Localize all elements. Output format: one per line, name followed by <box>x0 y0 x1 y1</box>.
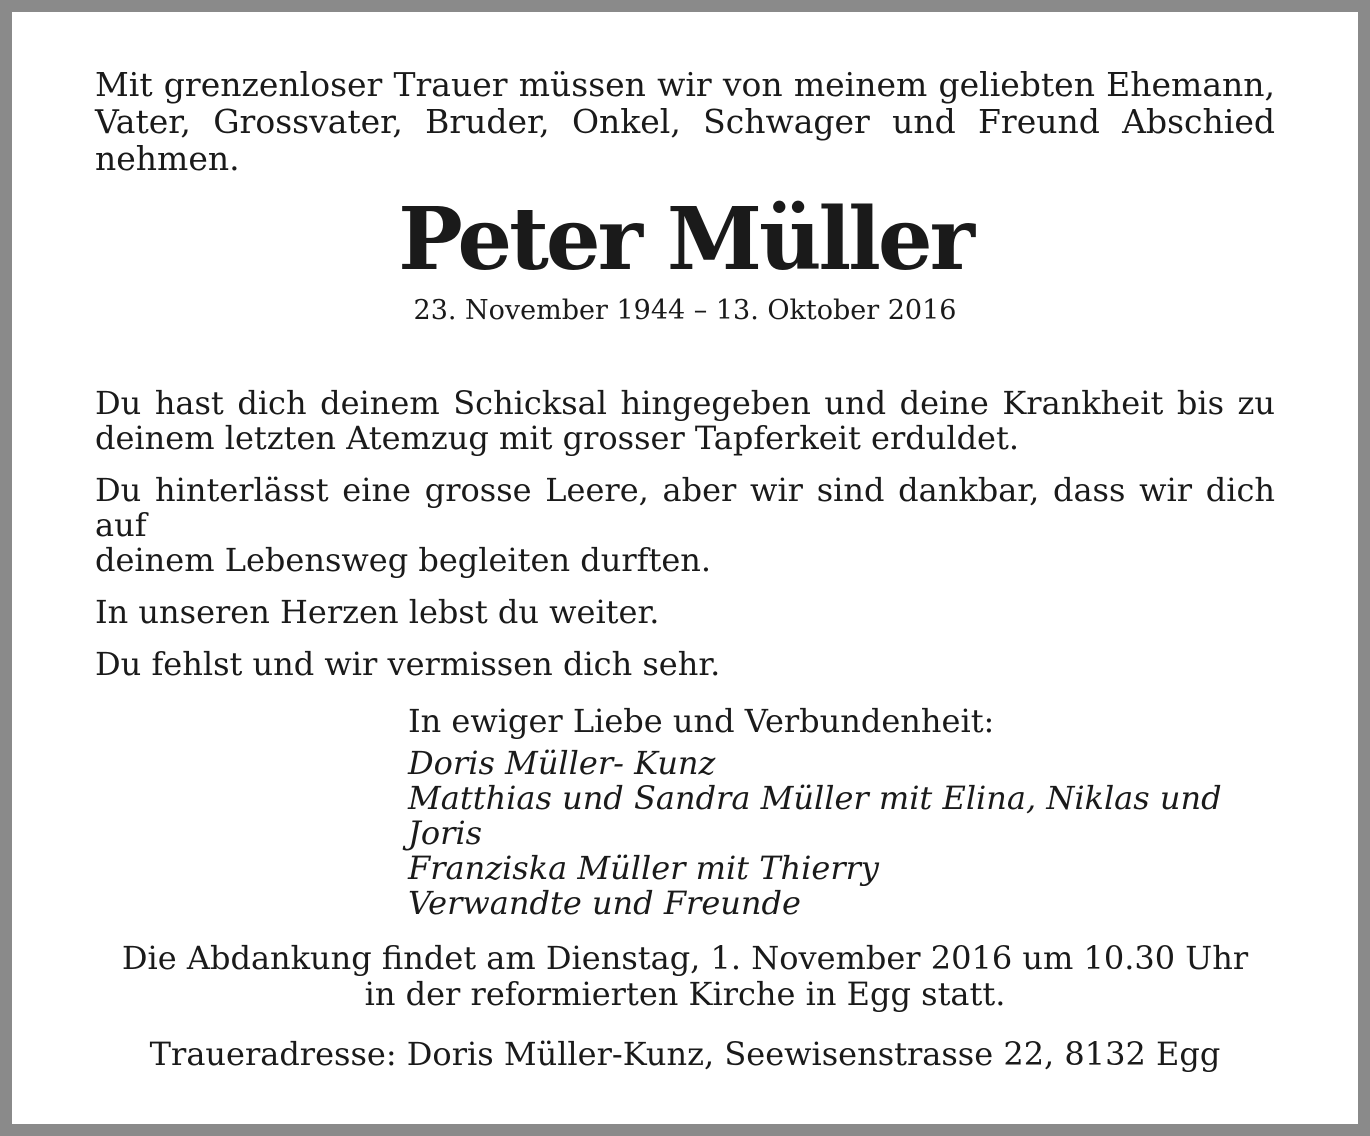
deceased-name: Peter Müller <box>398 189 972 290</box>
service-line-2: in der reformierten Kirche in Egg statt. <box>364 975 1006 1013</box>
paragraph-1-line-2: deinem letzten Atemzug mit grosser Tapferkeit erduldet. <box>95 419 1020 457</box>
mourner-name: Matthias und Sandra Müller mit Elina, Niklas und Joris <box>408 779 1222 852</box>
intro-line-1: Mit grenzenloser Trauer müssen wir von meinem geliebten Ehemann, <box>95 65 1275 104</box>
mourner-name: Verwandte und Freunde <box>408 884 801 922</box>
service-line-1: Die Abdankung findet am Dienstag, 1. November 2016 um 10.30 Uhr <box>121 939 1249 977</box>
intro-text <box>95 66 1275 177</box>
intro-line-2: Vater, Grossvater, Bruder, Onkel, Schwager und Freund Abschied nehmen. <box>95 102 1275 178</box>
life-dates: 23. November 1944 – 13. Oktober 2016 <box>413 295 957 326</box>
mourners-intro: In ewiger Liebe und Verbundenheit: <box>408 702 995 740</box>
paragraph-3: In unseren Herzen lebst du weiter. <box>95 593 660 631</box>
mourner-name: Doris Müller- Kunz <box>408 744 716 782</box>
paragraph-2-line-1: Du hinterlässt eine grosse Leere, aber wir sind dankbar, dass wir dich auf <box>95 471 1275 544</box>
obituary-notice <box>12 12 1358 1124</box>
mourners-list <box>408 704 1288 921</box>
paragraph-4: Du fehlst und wir vermissen dich sehr. <box>95 645 721 683</box>
paragraph-2 <box>95 473 1275 578</box>
paragraph-1-line-1: Du hast dich deinem Schicksal hingegeben und deine Krankheit bis zu <box>95 384 1275 422</box>
memorial-text <box>95 386 1275 699</box>
mourning-address: Traueradresse: Doris Müller-Kunz, Seewisenstrasse 22, 8132 Egg <box>149 1035 1221 1073</box>
funeral-service-info <box>12 940 1358 1012</box>
mourner-name: Franziska Müller mit Thierry <box>408 849 879 887</box>
paragraph-1 <box>95 386 1275 456</box>
paragraph-2-line-2: deinem Lebensweg begleiten durften. <box>95 541 712 579</box>
